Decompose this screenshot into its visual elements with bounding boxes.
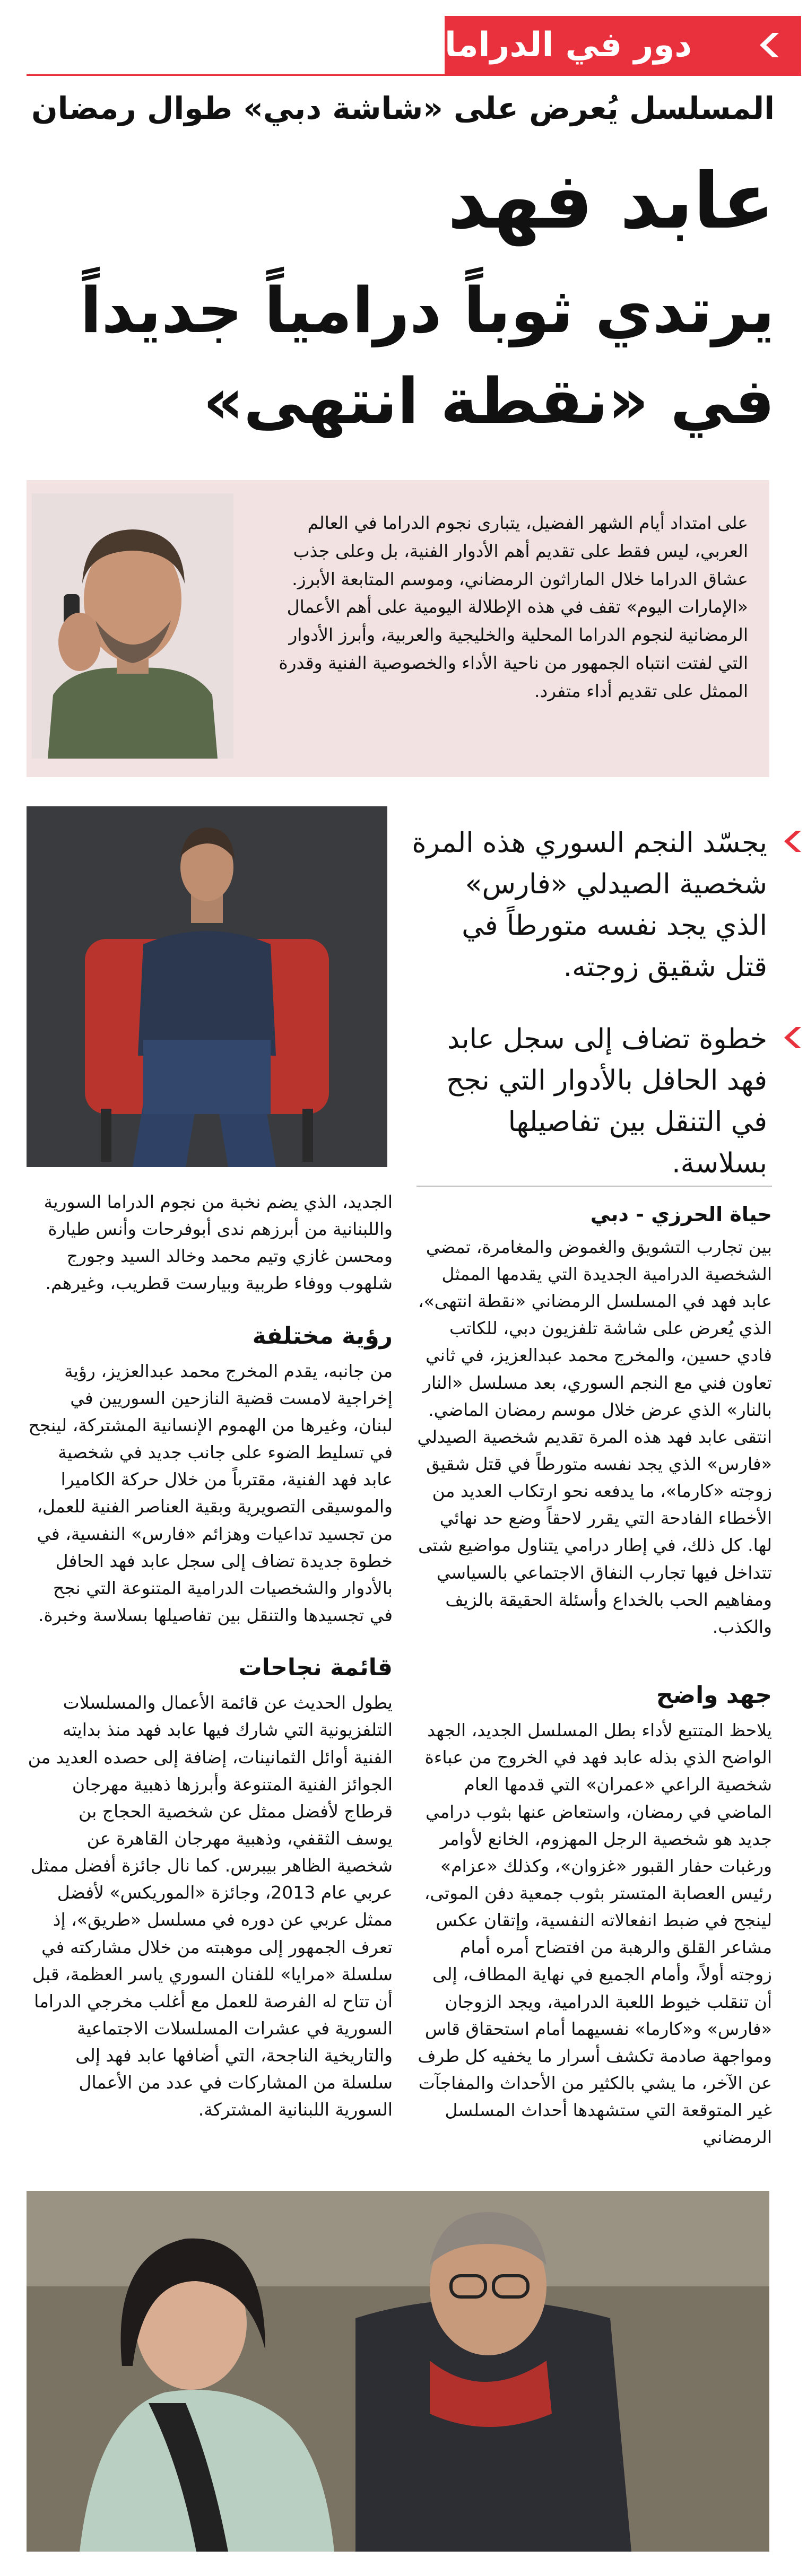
pull-quote-1-text: يجسّد النجم السوري هذه المرة شخصية الصيدلي «فارس» الذي يجد نفسه متورطاً في قتل شقيق زوجته.	[412, 827, 767, 983]
actor-seated-photo	[27, 806, 387, 1167]
intro-text: على امتداد أيام الشهر الفضيل، يتبارى نجوم الدراما في العالم العربي، ليس فقط على تقديم أهم الأدوار الفنية، بل وعلى جذب عشاق الدراما خلال الماراثون الرمضاني، وموسم المتابعة الأبرز. «الإمارات اليوم» تقف في هذه الإطلالة اليومية على أهم الأعمال الرمضانية لنجوم الدراما المحلية والخليجية والعربية، وأبرز الأدوار التي لفتت انتباه الجمهور من ناحية الأداء والخصوصية الفنية وقدرة الممثل على تقديم أداء متفرد.	[279, 512, 748, 701]
pull-quote-2-text: خطوة تضاف إلى سجل عابد فهد الحافل بالأدوار التي نجح في التنقل بين تفاصيلها بسلاسة.	[446, 1023, 767, 1179]
divider	[416, 1186, 772, 1187]
article-kicker: المسلسل يُعرض على «شاشة دبي» طوال رمضان	[31, 90, 775, 126]
headline-line-3: في «نقطة انتهى»	[203, 364, 775, 438]
chevron-left-icon	[752, 30, 783, 60]
column-right	[416, 1199, 772, 2151]
paragraph: من جانبه، يقدم المخرج محمد عبدالعزيز، رؤية إخراجية لامست قضية النازحين السوريين في لبنان، وغيرها من الهموم الإنسانية المشتركة، لينجح في تسليط الضوء على جانب جديد في شخصية عابد فهد الفنية، مقترباً من خلال حركة الكاميرا والموسيقى التصويرية وبقية العناصر الفنية للعمل، من تجسيد تداعيات وهزائم «فارس» النفسية، في خطوة جديدة تضاف إلى سجل عابد فهد الحافل بالأدوار والشخصيات الدرامية المتنوعة التي نجح في تجسيدها والتنقل بين تفاصيلها بسلاسة وخبرة.	[28, 1360, 393, 1626]
chevron-left-icon	[779, 829, 804, 854]
paragraph: يلاحظ المتتبع لأداء بطل المسلسل الجديد، الجهد الواضح الذي بذله عابد فهد في الخروج من عباءة شخصية الراعي «عمران» التي قدمها العام الماضي في رمضان، واستعاض عنها بثوب درامي جديد هو شخصية الرجل المهزوم، الخانع لأوامر ورغبات حفار القبور «غزوان»، وكذلك «عزام» رئيس العصابة المتستر بثوب جمعية دفن الموتى، لينجح في ضبط انفعالاته النفسية، وإتقان عكس مشاعر القلق والرهبة من افتضاح أمره أمام زوجته أولاً، وأمام الجميع في نهاية المطاف، إلى أن تنقلب خيوط اللعبة الدرامية، ويجد الزوجان «فارس» و«كارما» نفسيهما أمام استحقاق قاس ومواجهة صادمة تكشف أسرار ما يخفيه كل طرف عن الآخر، ما يشي بالكثير من الأحداث والمفاجآت غير المتوقعة التي ستشهدها أحداث المسلسل الرمضاني	[418, 1720, 772, 2148]
byline: حياة الحرزي - دبي	[590, 1203, 772, 1226]
subheading-vision: رؤية مختلفة	[252, 1322, 393, 1350]
section-rule	[27, 74, 801, 76]
section-title: دور في الدراما	[445, 25, 692, 65]
paragraph: الجديد، الذي يضم نخبة من نجوم الدراما السورية واللبنانية من أبرزهم ندى أبوفرحات وأنس طيارة ومحسن غازي وتيم محمد وخالد السيد وجورج شلهوب ووفاء طربية وبيارست قطريب، وغيرهم.	[44, 1191, 393, 1294]
subheading-success: قائمة نجاحات	[238, 1654, 393, 1682]
paragraph: انتقى عابد فهد هذه المرة تقديم شخصية الصيدلي «فارس» الذي يجد نفسه متورطاً في قتل شقيق زوجته «كارما»، ما يدفعه نحو ارتكاب العديد من الأخطاء الفادحة التي يقرر لاحقاً وضع حد نهائي لها. كل ذلك، في إطار درامي يتناول مواضيع شتى تتداخل فيها تجارب النفاق الاجتماعي بالسياسي ومفاهيم الحب بالخداع وأسئلة الحقيقة بالزيف والكذب.	[417, 1426, 772, 1637]
pull-quote-2	[412, 1019, 767, 1184]
headline-subtitle	[21, 265, 775, 447]
subheading-effort: جهد واضح	[656, 1682, 772, 1709]
actor-phone-photo	[32, 493, 233, 759]
headline-line-2: يرتدي ثوباً درامياً جديداً	[80, 274, 775, 347]
chevron-left-icon	[779, 1025, 804, 1050]
pull-quote-1	[412, 822, 767, 988]
column-left	[27, 1188, 393, 2124]
headline-name: عابد فهد	[447, 156, 775, 246]
actors-bottom-photo	[27, 2191, 769, 2552]
paragraph: بين تجارب التشويق والغموض والمغامرة، تمضي الشخصية الدرامية الجديدة التي يقدمها الممثل عابد فهد في المسلسل الرمضاني «نقطة انتهى»، الذي يُعرض على شاشة تلفزيون دبي، للكاتب فادي حسين، والمخرج محمد عبدالعزيز، في ثاني تعاون فني مع النجم السوري، بعد مسلسل «النار بالنار» الذي عرض خلال موسم رمضان الماضي.	[418, 1236, 772, 1420]
section-banner	[445, 16, 801, 74]
paragraph: يطول الحديث عن قائمة الأعمال والمسلسلات التلفزيونية التي شارك فيها عابد فهد منذ بدايته الفنية أوائل الثمانينات، إضافة إلى حصده العديد من الجوائز الفنية المتنوعة وأبرزها ذهبية مهرجان قرطاج لأفضل ممثل عن شخصية الحجاج بن يوسف الثقفي، وذهبية مهرجان القاهرة عن شخصية الظاهر بيبرس. كما نال جائزة أفضل ممثل عربي عام 2013، وجائزة «الموريكس» لأفضل ممثل عربي عن دوره في مسلسل «طريق»، إذ تعرف الجمهور إلى موهبته من خلال مشاركته في سلسلة «مرايا» للفنان السوري ياسر العظمة، قبل أن تتاح له الفرصة للعمل مع أغلب مخرجي الدراما السورية في عشرات المسلسلات الاجتماعية والتاريخية الناجحة، التي أضافها عابد فهد إلى سلسلة من المشاركات في عدد من الأعمال السورية اللبنانية المشتركة.	[28, 1692, 393, 2120]
